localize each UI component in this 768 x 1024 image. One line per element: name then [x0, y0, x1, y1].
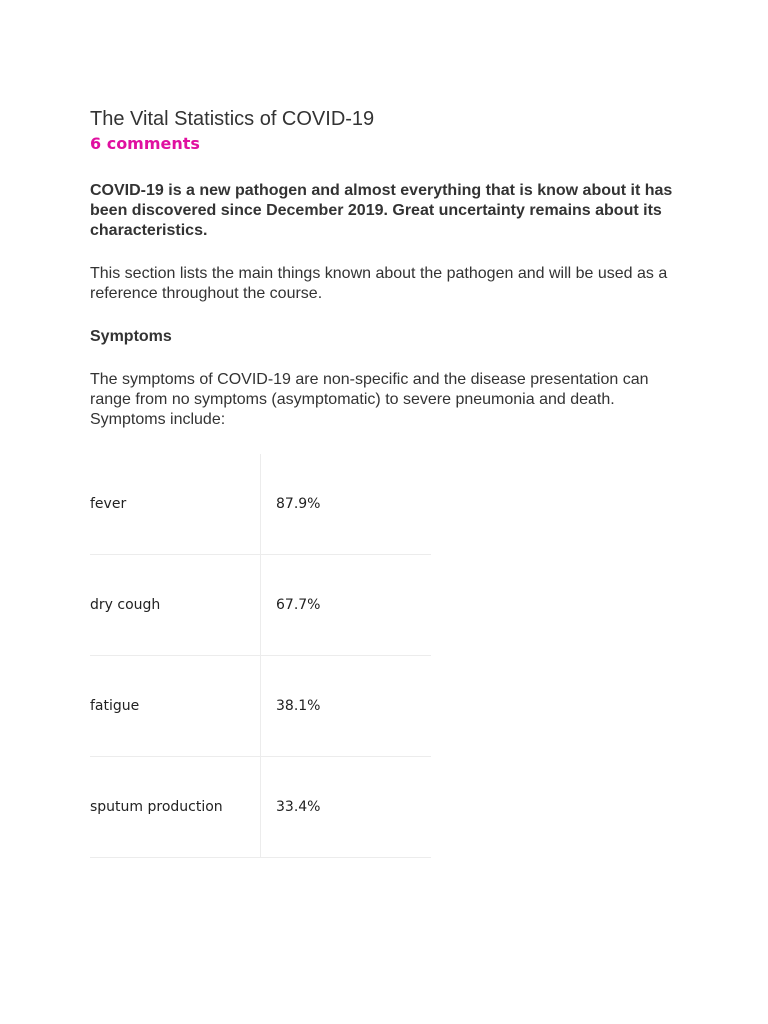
symptom-name-cell: sputum production	[90, 757, 261, 858]
comments-link[interactable]: 6 comments	[90, 134, 200, 153]
symptoms-table	[90, 454, 431, 858]
intro-paragraph: This section lists the main things known about the pathogen and will be used as a reference throughout the course.	[90, 265, 668, 302]
lead-paragraph: COVID-19 is a new pathogen and almost everything that is know about it has been discovered since December 2019. Great uncertainty remains about its characteristics.	[90, 182, 673, 239]
symptom-percent-cell: 87.9%	[261, 454, 432, 555]
table-row	[90, 454, 431, 555]
table-row	[90, 757, 431, 858]
symptom-percent-cell: 33.4%	[261, 757, 432, 858]
table-row	[90, 555, 431, 656]
symptom-percent-cell: 67.7%	[261, 555, 432, 656]
symptoms-heading: Symptoms	[90, 328, 172, 345]
symptom-name-cell: fatigue	[90, 656, 261, 757]
article	[90, 106, 680, 858]
table-row	[90, 656, 431, 757]
symptom-name-cell: fever	[90, 454, 261, 555]
page-title: The Vital Statistics of COVID-19	[90, 108, 375, 130]
symptoms-paragraph: The symptoms of COVID-19 are non-specific and the disease presentation can range from no symptoms (asymptomatic) to severe pneumonia and death. Symptoms include:	[90, 371, 649, 428]
symptom-name-cell: dry cough	[90, 555, 261, 656]
symptom-percent-cell: 38.1%	[261, 656, 432, 757]
